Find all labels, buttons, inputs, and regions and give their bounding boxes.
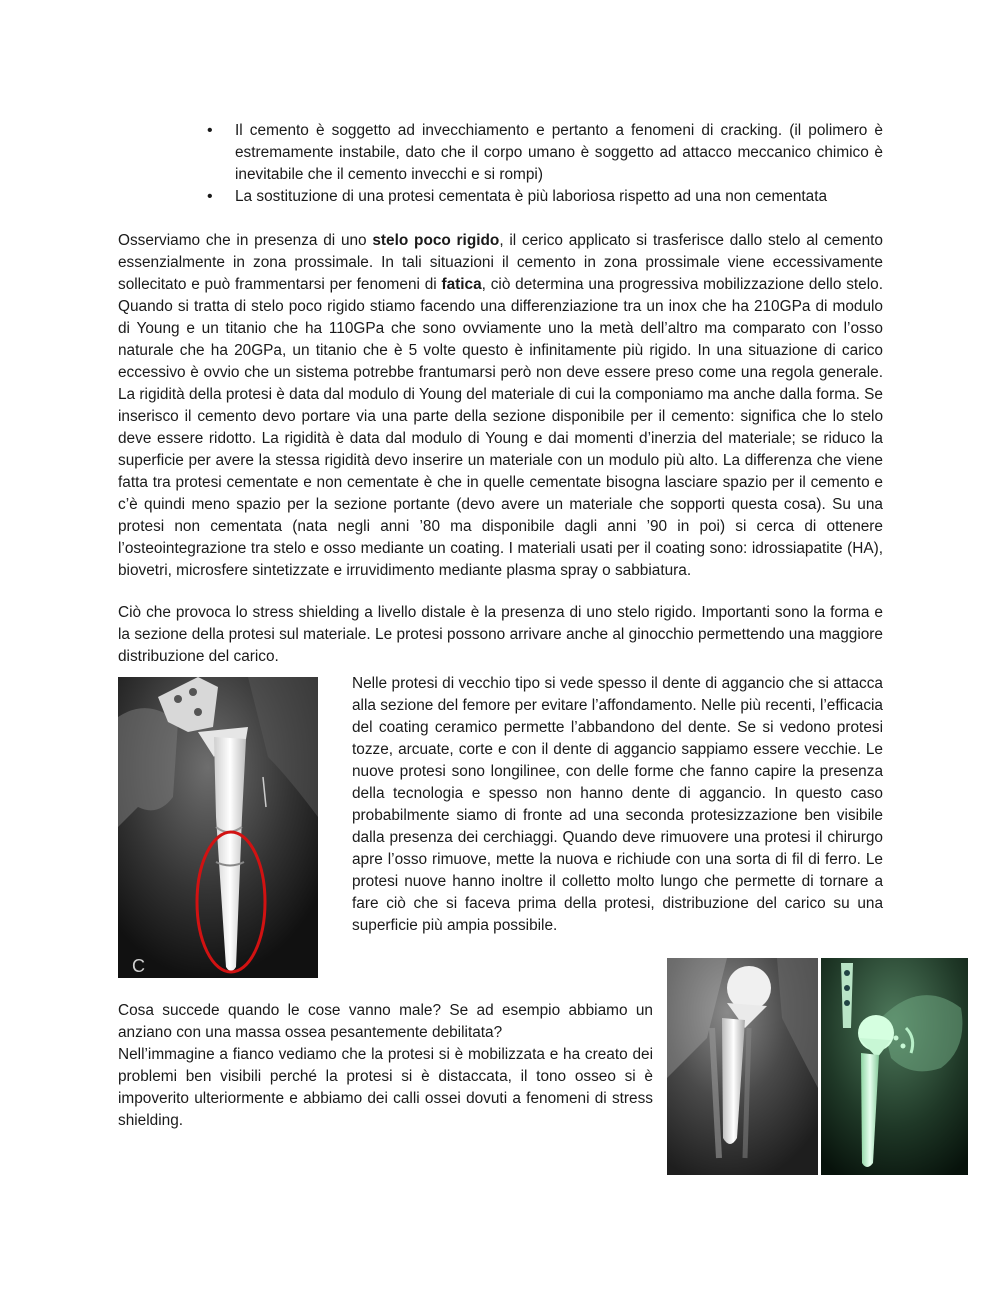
text-run: Osserviamo che in presenza di uno bbox=[118, 232, 373, 249]
paragraph-immagine-a-fianco: Nell’immagine a fianco vediamo che la protesi si è mobilizzata e ha creato dei problemi ben visibili perché la protesi si è distaccata, il tono osseo si è impoverito ulteriormente e abbiamo dei calli ossei dovuti a fenomeni di stress shielding. bbox=[118, 1046, 653, 1129]
xray-prosthesis-image bbox=[118, 677, 318, 978]
bullet-item: • La sostituzione di una protesi cementata è più laboriosa rispetto ad una non cementata bbox=[205, 186, 883, 208]
paragraph-stress-shielding: Ciò che provoca lo stress shielding a livello distale è la presenza di uno stelo rigido. Importanti sono la forma e la sezione della protesi sul materiale. Le protesi possono arrivare anche al ginocchio permettendo una maggiore distribuzione del carico. bbox=[118, 604, 883, 665]
text-run: , il cerico applicato si trasferisce dallo stelo al cemento essenzialmente in zona prossimale. In tali situazioni il cemento in zona prossimale viene eccessivamente sollecitato e può frammentarsi per fenomeni di bbox=[118, 232, 883, 293]
paragraph-stelo bbox=[118, 230, 883, 582]
paragraph-protesi-vecchio-tipo: Nelle protesi di vecchio tipo si vede spesso il dente di aggancio che si attacca alla sezione del femore per evitare l’affondamento. Nelle più recenti, l’efficacia del coating ceramico permette l’abbandono del dente. Se si vedono protesi tozze, arcuate, corte e con il dente di aggancio sappiamo essere vecchie. Le nuove protesi sono longilinee, con delle forme che fanno capire la presenza della tecnologia e spesso non hanno dente di aggancio. In questo caso probabilmente siamo di fronte ad una seconda protesizzazione ben visibile dalla presenza dei cerchiaggi. Quando deve rimuovere una protesi il chirurgo apre l’osso rimuove, mette la nuova e richiude con una sorta di fil di ferro. Le protesi nuove hanno inoltre il colletto molto lungo che permette di tornare a fare ciò che si faceva prima della protesi, distribuzione del carico su una superficie più ampia possibile. bbox=[352, 675, 883, 934]
bold-term: fatica bbox=[441, 276, 482, 293]
image-corner-letter: C bbox=[132, 956, 145, 976]
text-run: , ciò determina una progressiva mobilizzazione dello stelo. Quando si tratta di stelo poco rigido stiamo facendo una differenziazione tra un inox che ha 210GPa di modulo di Young e un titanio che ha 110GPa che sono ovviamente uno la metà dell’altro ma comparato con l’osso naturale che ha 20GPa, un titanio che è 5 volte questo è infinitamente più rigido. In una situazione di carico eccessivo è ovvio che un sistema potrebbe frantumarsi però non deve essere preso come una regola generale. La rigidità della protesi è data dal modulo di Young del materiale di cui la componiamo ma anche dalla forma. Se inserisco il cemento devo portare via una parte della sezione disponibile per il cemento: significa che lo stelo deve essere ridotto. La rigidità è data dal modulo di Young e dai momenti d’inerzia del materiale; se riduco la superficie per avere la stessa rigidità devo inserire un materiale con un modulo più alto. La differenza che viene fatta tra protesi cementate e non cementate è che in quelle cementate bisogna lasciare spazio per il cemento e c’è quindi meno spazio per la sezione portante (devo avere un materiale che sopporti questa cosa). Su una protesi non cementata (nata negli anni ’80 ma disponibile dagli anni ’90 in poi) si cerca di ottenere l’osteointegrazione tra stelo e osso mediante un coating. I materiali usati per il coating sono: idrossiapatite (HA), biovetri, microsfere sintetizzate e irruvidimento mediante plasma spray o sabbiatura. bbox=[118, 276, 883, 579]
xray-stress-shielding-image bbox=[821, 958, 968, 1175]
bullet-item: • Il cemento è soggetto ad invecchiamento e pertanto a fenomeni di cracking. (il polimero è estremamente instabile, dato che il corpo umano è soggetto ad attacco meccanico chimico è inevitabile che il cemento invecchi e si rompi) bbox=[205, 120, 883, 186]
xray-loosened-prosthesis-image bbox=[667, 958, 818, 1175]
bullet-list bbox=[205, 120, 883, 208]
paragraph-question: Cosa succede quando le cose vanno male? Se ad esempio abbiamo un anziano con una massa ossea pesantemente debilitata? bbox=[118, 1002, 653, 1041]
bold-term: stelo poco rigido bbox=[372, 232, 500, 249]
